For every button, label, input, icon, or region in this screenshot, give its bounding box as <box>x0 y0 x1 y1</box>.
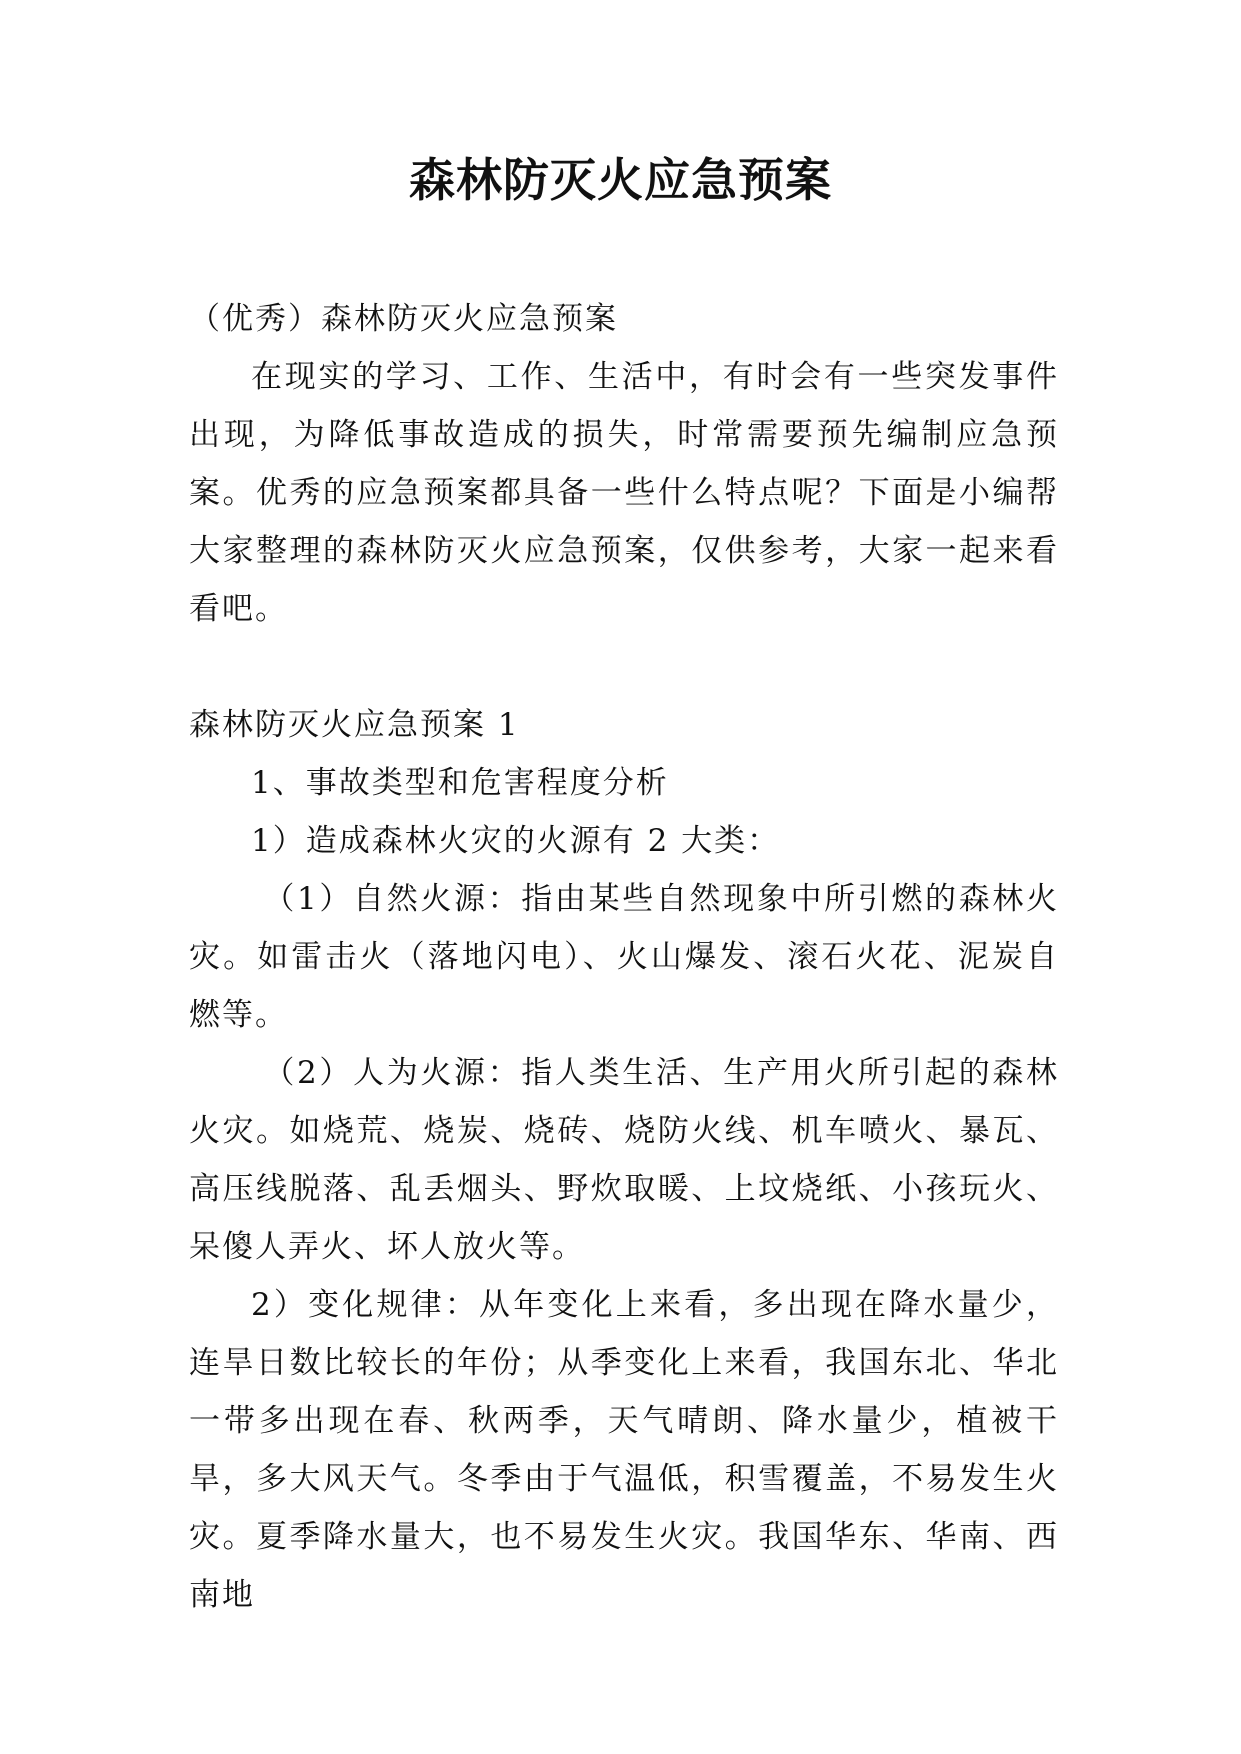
document-body <box>189 290 1059 1624</box>
heading-item-1: 1、事故类型和危害程度分析 <box>251 765 669 801</box>
intro-paragraph: 在现实的学习、工作、生活中，有时会有一些突发事件出现，为降低事故造成的损失，时常需要预先编制应急预案。优秀的应急预案都具备一些什么特点呢？下面是小编帮大家整理的森林防灭火应急预案，仅供参考，大家一起来看看吧。 <box>189 359 1059 627</box>
document-subtitle: （优秀）森林防灭火应急预案 <box>189 301 618 337</box>
paragraph-human-fire-source: （2）人为火源：指人类生活、生产用火所引起的森林火灾。如烧荒、烧炭、烧砖、烧防火线、机车喷火、暴瓦、高压线脱落、乱丢烟头、野炊取暖、上坟烧纸、小孩玩火、呆傻人弄火、坏人放火等。 <box>189 1055 1059 1265</box>
section-title: 森林防灭火应急预案 1 <box>189 707 520 743</box>
paragraph-change-pattern: 2）变化规律：从年变化上来看，多出现在降水量少，连旱日数比较长的年份；从季变化上来看，我国东北、华北一带多出现在春、秋两季，天气晴朗、降水量少，植被干旱，多大风天气。冬季由于气温低，积雪覆盖，不易发生火灾。夏季降水量大，也不易发生火灾。我国华东、华南、西南地 <box>189 1287 1059 1613</box>
heading-item-1-1: 1）造成森林火灾的火源有 2 大类： <box>251 823 781 859</box>
paragraph-natural-fire-source: （1）自然火源：指由某些自然现象中所引燃的森林火灾。如雷击火（落地闪电）、火山爆发、滚石火花、泥炭自燃等。 <box>189 881 1059 1033</box>
paragraph-spacer <box>189 638 1059 696</box>
document-title: 森林防灭火应急预案 <box>409 153 832 207</box>
